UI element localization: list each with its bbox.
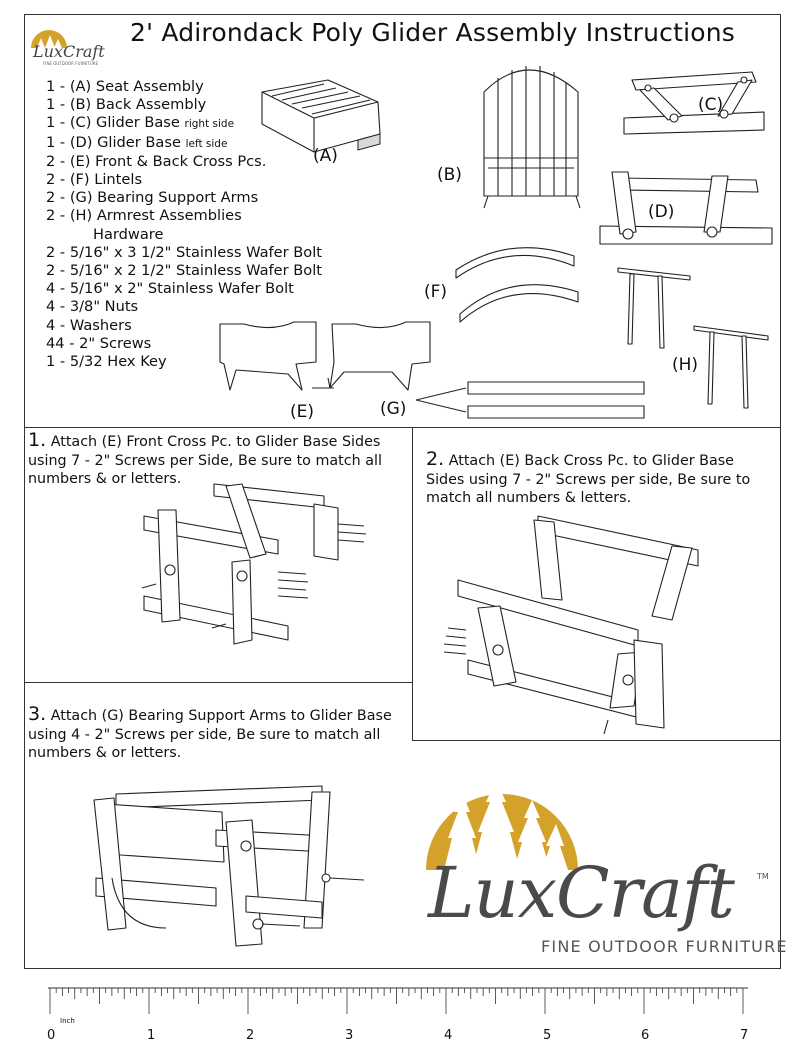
brand-tagline: FINE OUTDOOR FURNITURE [541, 937, 788, 956]
brand-trademark: TM [757, 872, 769, 881]
label-back-assembly: (B) [437, 165, 462, 185]
step-number: 3. [28, 703, 47, 725]
back-assembly-drawing [478, 58, 588, 208]
ruler-number: 3 [345, 1028, 354, 1043]
hardware-item: 1 - 5/32 Hex Key [46, 353, 167, 371]
glider-base-right-drawing [620, 68, 770, 140]
brand-name: LuxCraft [428, 852, 734, 934]
parts-list-item: 1 - (C) Glider Base right side [46, 114, 235, 132]
label-bearing-support-arms: (G) [380, 399, 407, 419]
page-title: 2' Adirondack Poly Glider Assembly Instructions [130, 18, 736, 47]
step-number: 1. [28, 429, 47, 451]
lintels-drawing [450, 240, 590, 330]
step-3-instructions [28, 705, 398, 763]
parts-list-item: 2 - (H) Armrest Assemblies [46, 207, 242, 225]
parts-list-item: 1 - (D) Glider Base left side [46, 133, 228, 151]
hardware-item: 4 - Washers [46, 316, 132, 334]
divider-top [24, 427, 781, 428]
small-logo-tagline: FINE OUTDOOR FURNITURE [43, 61, 99, 66]
hardware-item: 44 - 2" Screws [46, 334, 152, 352]
step-text: Attach (G) Bearing Support Arms to Glider Base using 4 - 2" Screws per side, Be sure to match all numbers & or letters. [28, 708, 392, 762]
step-number: 2. [426, 448, 445, 470]
divider-step-2-bottom [412, 740, 781, 741]
parts-list-item: 2 - (F) Lintels [46, 171, 143, 189]
label-cross-pieces: (E) [290, 402, 315, 422]
label-glider-base-right: (C) [698, 95, 724, 115]
label-lintels: (F) [424, 282, 448, 302]
step-text: Attach (E) Back Cross Pc. to Glider Base Sides using 7 - 2" Screws per side, Be sure to match all numbers & letters. [426, 453, 751, 507]
label-seat-assembly: (A) [313, 146, 338, 166]
ruler-number: 2 [246, 1028, 255, 1043]
ruler-number: 1 [147, 1028, 156, 1043]
ruler-number: 5 [543, 1028, 552, 1043]
hardware-item: 4 - 3/8" Nuts [46, 298, 139, 316]
parts-list-item: 1 - (B) Back Assembly [46, 96, 207, 114]
ruler-unit-label: Inch [60, 1017, 75, 1025]
step-2-instructions [426, 450, 771, 508]
cross-pieces-drawing [216, 318, 436, 398]
step-3-drawing [86, 778, 376, 958]
label-armrest-assemblies: (H) [672, 355, 699, 375]
step-2-drawing [438, 510, 718, 736]
ruler-number: 0 [47, 1028, 56, 1043]
step-text: Attach (E) Front Cross Pc. to Glider Base Sides using 7 - 2" Screws per Side, Be sure to match all numbers & or letters. [28, 434, 382, 488]
divider-vertical [412, 427, 413, 740]
small-logo-text: LuxCraft [33, 42, 105, 61]
label-glider-base-left: (D) [648, 202, 675, 222]
bearing-support-arms-drawing [410, 378, 650, 424]
ruler-number: 6 [641, 1028, 650, 1043]
hardware-item: 4 - 5/16" x 2" Stainless Wafer Bolt [46, 280, 294, 298]
hardware-item: 2 - 5/16" x 3 1/2" Stainless Wafer Bolt [46, 243, 323, 261]
parts-list-item: 2 - (E) Front & Back Cross Pcs. [46, 152, 267, 170]
parts-list-item: 2 - (G) Bearing Support Arms [46, 189, 259, 207]
hardware-heading: Hardware [93, 225, 164, 243]
small-brand-logo [27, 20, 111, 70]
ruler-number: 4 [444, 1028, 453, 1043]
divider-step-1-3 [24, 682, 413, 683]
step-1-drawing [138, 480, 378, 670]
hardware-item: 2 - 5/16" x 2 1/2" Stainless Wafer Bolt [46, 262, 323, 280]
parts-list-item: 1 - (A) Seat Assembly [46, 78, 204, 95]
inch-ruler [48, 986, 768, 1022]
glider-base-left-drawing [596, 166, 776, 250]
ruler-number: 7 [740, 1028, 749, 1043]
